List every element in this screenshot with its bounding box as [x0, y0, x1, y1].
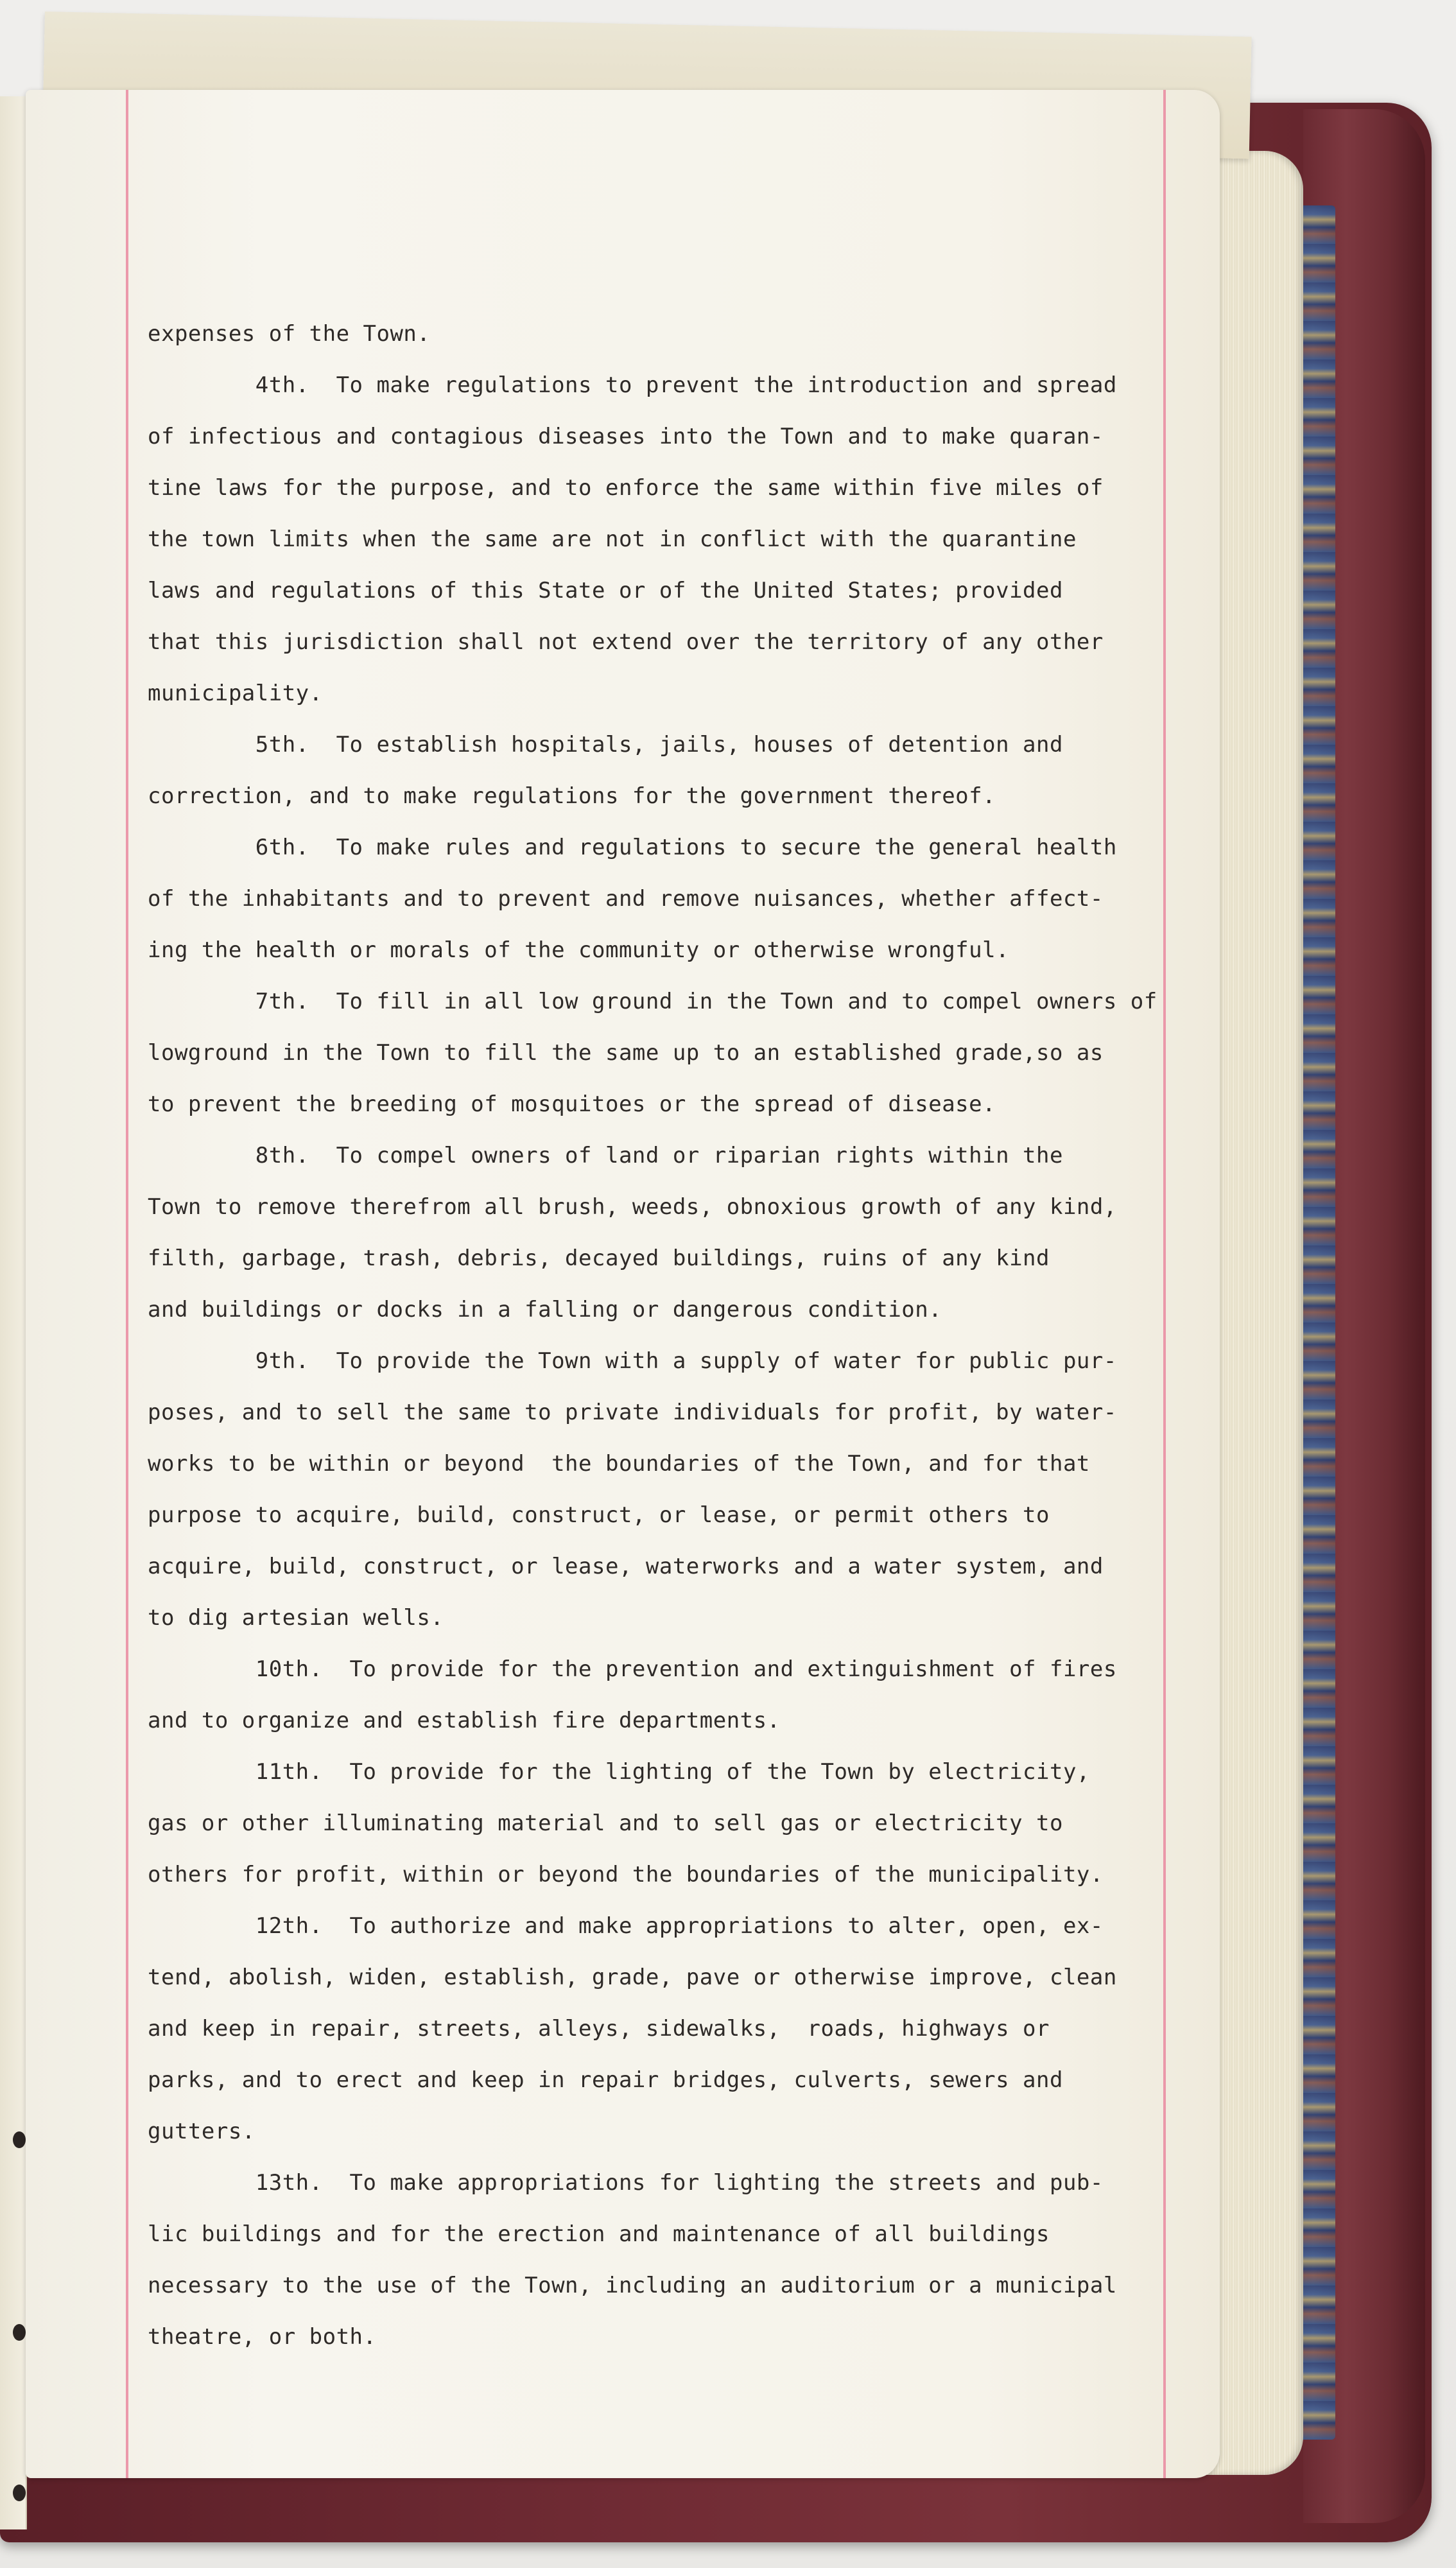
- text-line: 5th. To establish hospitals, jails, houses of detention and: [148, 732, 1063, 758]
- binding-hole: [13, 2131, 26, 2148]
- text-line: gas or other illuminating material and to sell gas or electricity to: [148, 1810, 1063, 1836]
- text-line: that this jurisdiction shall not extend over the territory of any other: [148, 629, 1104, 655]
- text-line: and keep in repair, streets, alleys, sidewalks, roads, highways or: [148, 2016, 1050, 2042]
- text-line: acquire, build, construct, or lease, waterworks and a water system, and: [148, 1554, 1104, 1579]
- text-line: 13th. To make appropriations for lighting the streets and pub-: [148, 2170, 1104, 2196]
- text-line: and to organize and establish fire departments.: [148, 1708, 781, 1733]
- text-line: tine laws for the purpose, and to enforce the same within five miles of: [148, 475, 1104, 501]
- text-line: parks, and to erect and keep in repair bridges, culverts, sewers and: [148, 2067, 1063, 2093]
- text-line: laws and regulations of this State or of the United States; provided: [148, 578, 1063, 603]
- left-page-edge: [0, 96, 27, 2529]
- text-line: necessary to the use of the Town, including an auditorium or a municipal: [148, 2273, 1117, 2298]
- text-line: lowground in the Town to fill the same up to an established grade,so as: [148, 1040, 1104, 1066]
- text-line: 7th. To fill in all low ground in the Town and to compel owners of: [148, 989, 1157, 1014]
- text-line: the town limits when the same are not in conflict with the quarantine: [148, 526, 1077, 552]
- text-line: ing the health or morals of the community or otherwise wrongful.: [148, 937, 1010, 963]
- text-line: expenses of the Town.: [148, 321, 431, 347]
- text-line: 9th. To provide the Town with a supply of water for public pur-: [148, 1348, 1117, 1374]
- text-line: lic buildings and for the erection and maintenance of all buildings: [148, 2221, 1050, 2247]
- text-line: 12th. To authorize and make appropriations to alter, open, ex-: [148, 1913, 1104, 1939]
- text-line: poses, and to sell the same to private individuals for profit, by water-: [148, 1400, 1117, 1425]
- text-line: 8th. To compel owners of land or riparian rights within the: [148, 1143, 1063, 1168]
- text-line: works to be within or beyond the boundaries of the Town, and for that: [148, 1451, 1090, 1477]
- text-line: theatre, or both.: [148, 2324, 377, 2350]
- right-margin-rule: [1163, 90, 1166, 2478]
- text-line: purpose to acquire, build, construct, or lease, or permit others to: [148, 1502, 1050, 1528]
- text-line: 6th. To make rules and regulations to secure the general health: [148, 835, 1117, 860]
- text-line: and buildings or docks in a falling or dangerous condition.: [148, 1297, 942, 1323]
- text-line: to dig artesian wells.: [148, 1605, 444, 1631]
- text-line: filth, garbage, trash, debris, decayed buildings, ruins of any kind: [148, 1245, 1050, 1271]
- text-line: of infectious and contagious diseases into the Town and to make quaran-: [148, 424, 1104, 449]
- text-line: of the inhabitants and to prevent and remove nuisances, whether affect-: [148, 886, 1104, 912]
- text-line: 4th. To make regulations to prevent the introduction and spread: [148, 372, 1117, 398]
- text-line: gutters.: [148, 2119, 256, 2144]
- text-line: to prevent the breeding of mosquitoes or the spread of disease.: [148, 1091, 996, 1117]
- text-line: Town to remove therefrom all brush, weeds, obnoxious growth of any kind,: [148, 1194, 1117, 1220]
- text-line: correction, and to make regulations for the government thereof.: [148, 783, 996, 809]
- text-line: municipality.: [148, 681, 323, 706]
- left-margin-rule: [126, 90, 128, 2478]
- text-line: 11th. To provide for the lighting of the Town by electricity,: [148, 1759, 1090, 1785]
- text-line: 10th. To provide for the prevention and extinguishment of fires: [148, 1656, 1117, 1682]
- text-line: tend, abolish, widen, establish, grade, pave or otherwise improve, clean: [148, 1965, 1117, 1990]
- binding-hole: [13, 2324, 26, 2341]
- binding-hole: [13, 2485, 26, 2501]
- text-line: others for profit, within or beyond the boundaries of the municipality.: [148, 1862, 1104, 1887]
